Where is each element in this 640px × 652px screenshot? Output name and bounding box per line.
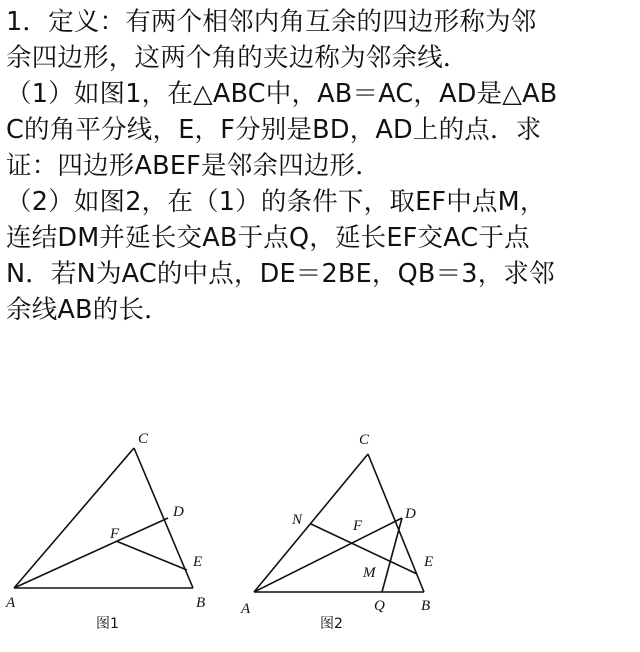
segment-ac [14, 448, 134, 588]
problem-line: 证：四边形ABEF是邻余四边形． [6, 151, 381, 181]
point-label-d: D [173, 504, 184, 520]
figure-2 [236, 420, 450, 652]
point-label-c: C [359, 432, 370, 448]
point-label-f: F [110, 526, 120, 542]
problem-line: C的角平分线，E，F分别是BD，AD上的点．求 [6, 115, 542, 145]
point-label-m: M [363, 565, 376, 581]
point-label-b: B [196, 595, 206, 611]
segment-dq [382, 518, 402, 592]
point-label-c: C [138, 431, 149, 447]
figure-1 [0, 420, 240, 652]
segment-cb [368, 454, 424, 592]
point-label-e: E [424, 554, 434, 570]
point-label-e: E [193, 554, 203, 570]
point-label-n: N [292, 512, 303, 528]
figure-2-diagram [236, 420, 450, 652]
problem-line: 1．定义：有两个相邻内角互余的四边形称为邻 [6, 7, 537, 37]
segment-cb [134, 448, 193, 588]
problem-text [6, 4, 634, 328]
point-label-a: A [241, 601, 251, 617]
segment-ac [254, 454, 368, 592]
problem-line: 连结DM并延长交AB于点Q，延长EF交AC于点 [6, 223, 530, 253]
segment-fe [116, 541, 187, 570]
point-label-q: Q [374, 598, 385, 614]
figure-1-diagram [0, 420, 240, 652]
figure-2-caption: 图2 [320, 616, 343, 632]
point-label-d: D [405, 506, 416, 522]
problem-line: 余四边形，这两个角的夹边称为邻余线． [6, 43, 469, 73]
figure-1-caption: 图1 [96, 616, 119, 632]
problem-line: N．若N为AC的中点，DE＝2BE，QB＝3，求邻 [6, 259, 555, 289]
segment-ad [254, 518, 402, 592]
point-label-f: F [353, 518, 363, 534]
problem-line: 余线AB的长． [6, 295, 170, 325]
problem-line: （1）如图1，在△ABC中，AB＝AC，AD是△AB [6, 79, 558, 109]
problem-line: （2）如图2，在（1）的条件下，取EF中点M， [6, 187, 546, 217]
point-label-a: A [6, 595, 16, 611]
point-label-b: B [421, 598, 431, 614]
